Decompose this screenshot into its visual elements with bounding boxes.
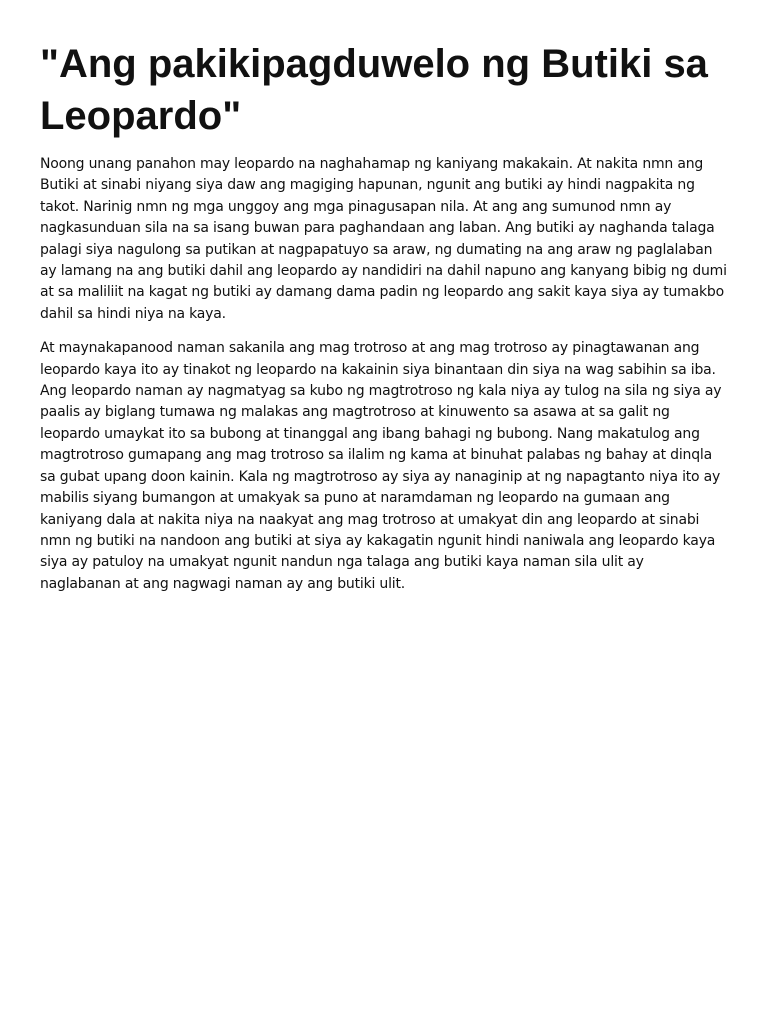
document-title: "Ang pakikipagduwelo ng Butiki sa Leopardo" <box>40 42 708 138</box>
story-paragraph-1: Noong unang panahon may leopardo na naghahamap ng kaniyang makakain. At nakita nmn ang Butiki at sinabi niyang siya daw ang magiging hapunan, ngunit ang butiki ay hindi nagpakita ng takot. Narinig nmn ng mga unggoy ang mga pinagusapan nila. At ang ang sumunod nmn ay nagkasunduan sila na sa isang buwan para paghandaan ang laban. Ang butiki ay naghanda talaga palagi siya nagulong sa putikan at nagpapatuyo sa araw, ng dumating na ang araw ng paglalaban ay lamang na ang butiki dahil ang leopardo ay nandidiri na dahil napuno ang kanyang bibig ng dumi at sa maliliit na kagat ng butiki ay damang dama padin ng leopardo ang sakit kaya siya ay tumakbo dahil sa hindi niya na kaya. <box>40 156 727 322</box>
story-paragraph-2: At maynakapanood naman sakanila ang mag trotroso at ang mag trotroso ay pinagtawanan ang leopardo kaya ito ay tinakot ng leopardo na kakainin siya binantaan din siya na wag sabihin sa iba. Ang leopardo naman ay nagmatyag sa kubo ng magtrotroso ng kala niya ay tulog na sila ng siya ay paalis ay biglang tumawa ng malakas ang magtrotroso at kinuwento sa asawa at sa galit ng leopardo umaykat ito sa bubong at tinanggal ang ibang bahagi ng bubong. Nang makatulog ang magtrotroso gumapang ang mag trotroso sa ilalim ng kama at binuhat palabas ng bahay at dinqla sa gubat upang doon kainin. Kala ng magtrotroso ay siya ay nanaginip at ng napagtanto niya ito ay mabilis siyang bumangon at umakyak sa puno at naramdaman ng leopardo na gumaan ang kaniyang dala at nakita niya na naakyat ang mag trotroso at umakyat din ang leopardo at sinabi nmn ng butiki na nandoon ang butiki at siya ay kakagatin ngunit hindi naniwala ang leopardo kaya siya ay patuloy na umakyat ngunit nandun nga talaga ang butiki kaya naman sila ulit ay naglabanan at ang nagwagi naman ay ang butiki ulit. <box>40 340 722 592</box>
document-page <box>40 38 728 608</box>
